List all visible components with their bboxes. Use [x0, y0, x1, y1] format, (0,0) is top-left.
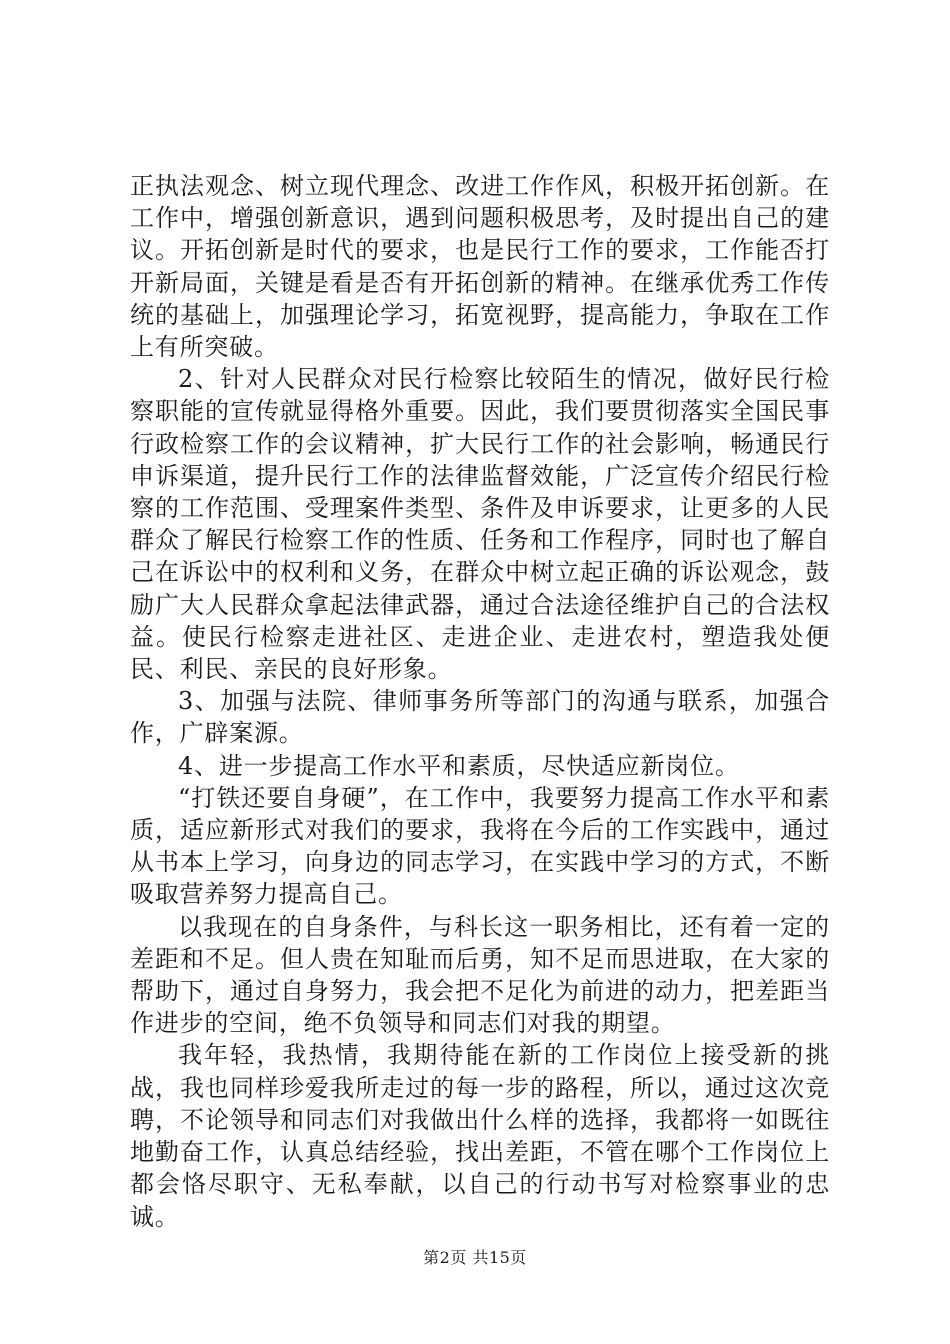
paragraph-item-2: 2、针对人民群众对民行检察比较陌生的情况，做好民行检察职能的宣传就显得格外重要。因此，我们要贯彻落实全国民事行政检察工作的会议精神，扩大民行工作的社会影响，畅通民行申诉渠道，提升民行工作的法律监督效能，广泛宣传介绍民行检察的工作范围、受理案件类型、条件及申诉要求，让更多的人民群众了解民行检察工作的性质、任务和工作程序，同时也了解自己在诉讼中的权利和义务，在群众中树立起正确的诉讼观念，鼓励广大人民群众拿起法律武器，通过合法途径维护自己的合法权益。使民行检察走进社区、走进企业、走进农村，塑造我处便民、利民、亲民的良好形象。: [130, 365, 830, 684]
paragraph-item-4: 4、进一步提高工作水平和素质，尽快适应新岗位。: [178, 751, 740, 780]
paragraph-item-3: 3、加强与法院、律师事务所等部门的沟通与联系，加强合作，广辟案源。: [130, 687, 830, 748]
paragraph-self-assessment: 以我现在的自身条件，与科长这一职务相比，还有着一定的差距和不足。但人贵在知耻而后勇，知不足而思进取，在大家的帮助下，通过自身努力，我会把不足化为前进的动力，把差距当作进步的空间，绝不负领导和同志们对我的期望。: [130, 912, 830, 1038]
paragraph-self-improvement: “打铁还要自身硬”，在工作中，我要努力提高工作水平和素质，适应新形式对我们的要求，我将在今后的工作实践中，通过从书本上学习，向身边的同志学习，在实践中学习的方式，不断吸取营养努力提高自己。: [130, 783, 830, 909]
document-body: [130, 170, 830, 1233]
paragraph-continuation: 正执法观念、树立现代理念、改进工作作风，积极开拓创新。在工作中，增强创新意识，遇到问题积极思考，及时提出自己的建议。开拓创新是时代的要求，也是民行工作的要求，工作能否打开新局面，关键是看是否有开拓创新的精神。在继承优秀工作传统的基础上，加强理论学习，拓宽视野，提高能力，争取在工作上有所突破。: [130, 172, 830, 362]
page-number-footer: 第2页 共15页: [423, 1248, 527, 1267]
paragraph-closing: 我年轻，我热情，我期待能在新的工作岗位上接受新的挑战，我也同样珍爱我所走过的每一步的路程，所以，通过这次竞聘，不论领导和同志们对我做出什么样的选择，我都将一如既往地勤奋工作，认真总结经验，找出差距，不管在哪个工作岗位上都会恪尽职守、无私奉献，以自己的行动书写对检察事业的忠诚。: [130, 1041, 830, 1231]
